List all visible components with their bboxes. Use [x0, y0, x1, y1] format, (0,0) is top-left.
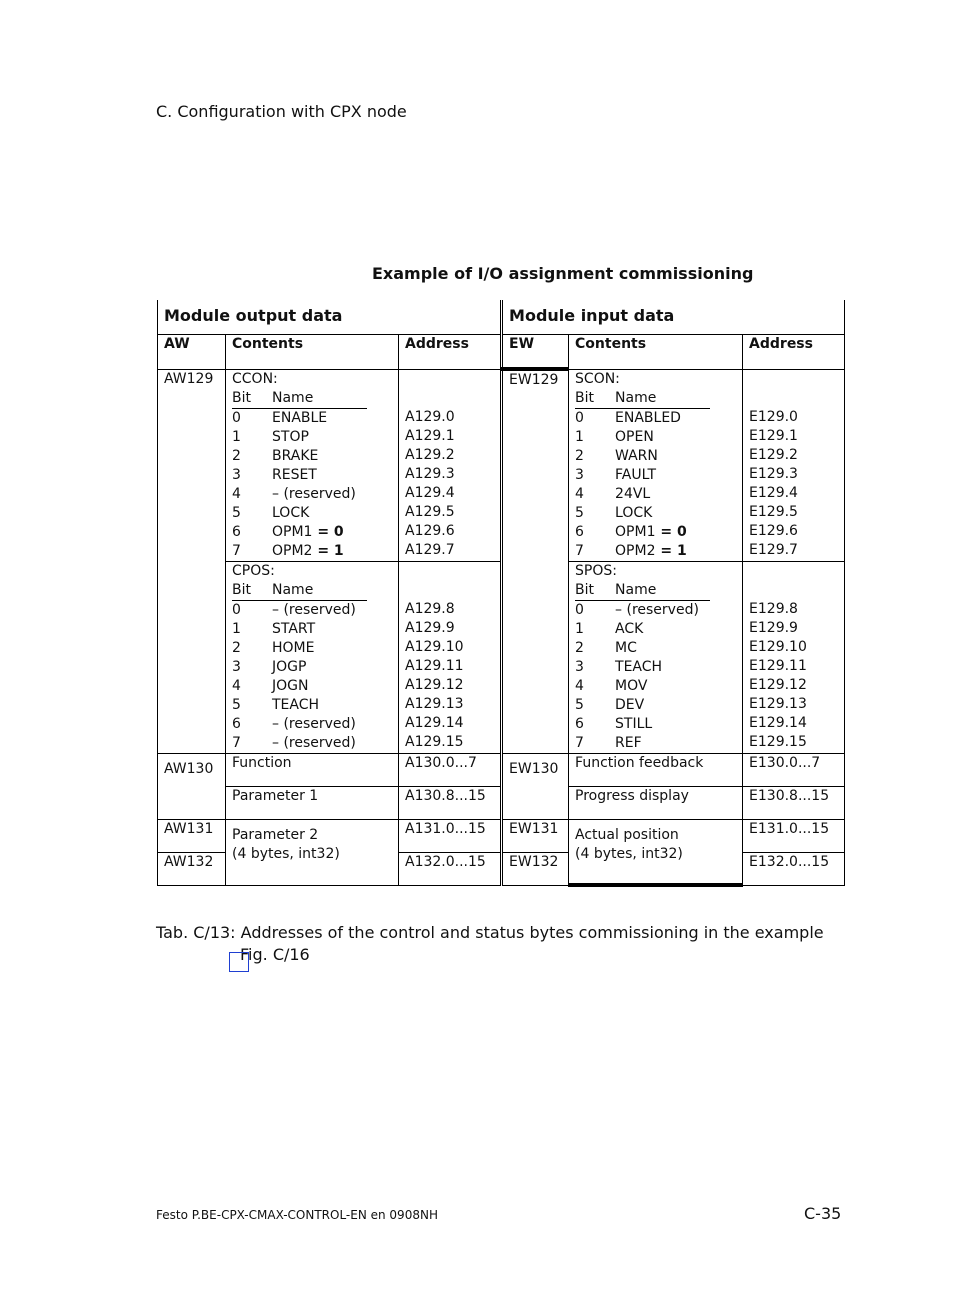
scon-cell — [569, 369, 743, 561]
ccon-cell — [226, 369, 399, 561]
bit-address: A129.12 — [405, 676, 464, 693]
cpos-addr-cell — [399, 561, 502, 753]
word-ew131: EW131 — [502, 819, 569, 852]
bit-address: E129.11 — [749, 657, 807, 674]
bit-name: WARN — [615, 447, 658, 464]
bit-name: OPM2 = 1 — [272, 542, 344, 559]
bit-number: 5 — [232, 504, 241, 521]
bit-address: E129.9 — [749, 619, 798, 636]
bit-address: A129.1 — [405, 427, 455, 444]
bit-number: 3 — [232, 658, 241, 675]
bit-row — [232, 658, 392, 677]
bit-row — [575, 428, 736, 447]
bit-address: A129.11 — [405, 657, 464, 674]
col-contents: Contents — [226, 335, 399, 370]
bit-name: ENABLED — [615, 409, 681, 426]
bit-name: MC — [615, 639, 637, 656]
bit-row — [232, 639, 392, 658]
bit-name: ACK — [615, 620, 644, 637]
bit-name: BRAKE — [272, 447, 319, 464]
bit-row — [575, 409, 736, 428]
col-aw: AW — [158, 335, 226, 370]
bit-name: ENABLE — [272, 409, 328, 426]
bit-address: A129.15 — [405, 733, 464, 750]
bit-address: E129.0 — [749, 408, 798, 425]
bit-name: – (reserved) — [272, 601, 356, 618]
bit-row — [232, 409, 392, 428]
bit-row — [232, 504, 392, 523]
word-aw132: AW132 — [158, 852, 226, 885]
bit-name: – (reserved) — [615, 601, 699, 618]
bit-address: E129.14 — [749, 714, 807, 731]
bit-name: START — [272, 620, 316, 637]
bit-number: 6 — [575, 523, 584, 540]
bit-number: 6 — [232, 523, 241, 540]
footer-page-number: C-35 — [804, 1204, 842, 1223]
bit-address: E129.4 — [749, 484, 798, 501]
word-ew130: EW130 — [502, 753, 569, 819]
bit-name: FAULT — [615, 466, 657, 483]
bit-row — [575, 523, 736, 542]
bit-name: MOV — [615, 677, 648, 694]
col-ew: EW — [502, 335, 569, 370]
bit-row — [232, 734, 392, 753]
bit-number: 5 — [232, 696, 241, 713]
bit-number: 4 — [232, 677, 241, 694]
bit-row — [575, 620, 736, 639]
bit-name: OPEN — [615, 428, 654, 445]
ccon-label: CCON: — [232, 370, 278, 387]
bit-name: – (reserved) — [272, 485, 356, 502]
bit-address: E129.2 — [749, 446, 798, 463]
table-caption — [156, 922, 836, 966]
bit-address: E129.6 — [749, 522, 798, 539]
e130-hi: E130.8...15 — [743, 786, 845, 819]
bit-name: TEACH — [615, 658, 663, 675]
bit-address: A129.0 — [405, 408, 455, 425]
parameter2-cell: Parameter 2 (4 bytes, int32) — [226, 819, 399, 885]
bit-row — [575, 542, 736, 561]
a130-lo: A130.0...7 — [399, 753, 502, 786]
bit-row — [575, 447, 736, 466]
footer-document-id: Festo P.BE-CPX-CMAX-CONTROL-EN en 0908NH — [156, 1208, 438, 1222]
cpos-bits — [232, 601, 392, 753]
bit-name: – (reserved) — [272, 715, 356, 732]
ccon-bits — [232, 409, 392, 561]
bit-name: LOCK — [272, 504, 310, 521]
col-contents-in: Contents — [569, 335, 743, 370]
bit-row — [575, 677, 736, 696]
bit-name: JOGP — [272, 658, 307, 675]
bit-row — [232, 542, 392, 561]
bit-number: 1 — [575, 428, 584, 445]
bit-number: 7 — [575, 542, 584, 559]
bit-address: A129.9 — [405, 619, 455, 636]
bit-address: A129.8 — [405, 600, 455, 617]
word-aw130: AW130 — [158, 753, 226, 819]
bit-number: 2 — [575, 447, 584, 464]
link-highlight-box — [229, 952, 249, 972]
bit-number: 4 — [232, 485, 241, 502]
bit-address: E129.15 — [749, 733, 807, 750]
caption-text: Tab. C/13: Addresses of the control and status bytes commissioning in the example — [156, 923, 824, 942]
bit-row — [232, 677, 392, 696]
bit-address: E129.13 — [749, 695, 807, 712]
bit-address: A129.14 — [405, 714, 464, 731]
bit-row — [232, 601, 392, 620]
spos-addr-cell — [743, 561, 845, 753]
bit-number: 7 — [232, 542, 241, 559]
bit-name: LOCK — [615, 504, 653, 521]
function-cell: Function — [226, 753, 399, 786]
bit-row — [575, 715, 736, 734]
bit-number: 4 — [575, 677, 584, 694]
bit-row — [232, 715, 392, 734]
spos-cell — [569, 561, 743, 753]
bit-number: 2 — [232, 447, 241, 464]
bit-number: 2 — [575, 639, 584, 656]
bit-address: A129.5 — [405, 503, 455, 520]
bit-number: 4 — [575, 485, 584, 502]
bit-row — [575, 485, 736, 504]
a130-hi: A130.8...15 — [399, 786, 502, 819]
bit-name: HOME — [272, 639, 315, 656]
bit-name: 24VL — [615, 485, 651, 502]
e132: E132.0...15 — [743, 852, 845, 885]
bit-address: E129.10 — [749, 638, 807, 655]
spos-label: SPOS: — [575, 562, 617, 579]
word-ew132: EW132 — [502, 852, 569, 885]
bit-header: Bit Name — [575, 389, 710, 409]
e130-lo: E130.0...7 — [743, 753, 845, 786]
io-assignment-table — [157, 300, 845, 887]
bit-row — [575, 466, 736, 485]
bit-number: 0 — [232, 601, 241, 618]
bit-row — [575, 734, 736, 753]
bit-row — [232, 523, 392, 542]
bit-address: E129.3 — [749, 465, 798, 482]
bit-row — [232, 428, 392, 447]
bit-number: 2 — [232, 639, 241, 656]
progress-cell: Progress display — [569, 786, 743, 819]
a131: A131.0...15 — [399, 819, 502, 852]
bit-row — [232, 447, 392, 466]
bit-name: OPM1 = 0 — [615, 523, 687, 540]
word-aw131: AW131 — [158, 819, 226, 852]
bit-header: Bit Name — [232, 581, 367, 601]
bit-address: A129.2 — [405, 446, 455, 463]
bit-name: TEACH — [272, 696, 320, 713]
word-aw129: AW129 — [158, 369, 226, 753]
bit-address: A129.10 — [405, 638, 464, 655]
bit-number: 7 — [575, 734, 584, 751]
word-ew129: EW129 — [502, 369, 569, 753]
cpos-label: CPOS: — [232, 562, 275, 579]
bit-name: – (reserved) — [272, 734, 356, 751]
output-section-title: Module output data — [158, 300, 502, 335]
bit-name: OPM2 = 1 — [615, 542, 687, 559]
ccon-addr-cell — [399, 369, 502, 561]
scon-addr-cell — [743, 369, 845, 561]
bit-number: 1 — [232, 620, 241, 637]
bit-row — [232, 620, 392, 639]
bit-name: JOGN — [272, 677, 309, 694]
bit-number: 0 — [575, 409, 584, 426]
scon-label: SCON: — [575, 370, 620, 387]
bit-header: Bit Name — [232, 389, 367, 409]
bit-address: E129.8 — [749, 600, 798, 617]
bit-address: A129.13 — [405, 695, 464, 712]
bit-number: 5 — [575, 696, 584, 713]
bit-number: 6 — [575, 715, 584, 732]
bit-address: E129.1 — [749, 427, 798, 444]
bit-number: 0 — [575, 601, 584, 618]
bit-number: 3 — [575, 466, 584, 483]
figure-reference-link[interactable]: Fig. C/16 — [240, 945, 310, 964]
bit-row — [575, 504, 736, 523]
input-section-title: Module input data — [502, 300, 845, 335]
e131: E131.0...15 — [743, 819, 845, 852]
spos-bits — [575, 601, 736, 753]
col-address-in: Address — [743, 335, 845, 370]
parameter1-cell: Parameter 1 — [226, 786, 399, 819]
bit-number: 7 — [232, 734, 241, 751]
table-title: Example of I/O assignment commissioning — [372, 264, 754, 283]
bit-row — [575, 601, 736, 620]
actual-position-cell: Actual position (4 bytes, int32) — [569, 819, 743, 885]
bit-row — [232, 485, 392, 504]
bit-name: STOP — [272, 428, 309, 445]
function-feedback-cell: Function feedback — [569, 753, 743, 786]
bit-address: E129.12 — [749, 676, 807, 693]
bit-name: STILL — [615, 715, 653, 732]
scon-bits — [575, 409, 736, 561]
bit-address: E129.7 — [749, 541, 798, 558]
bit-name: OPM1 = 0 — [272, 523, 344, 540]
bit-address: A129.6 — [405, 522, 455, 539]
col-address: Address — [399, 335, 502, 370]
bit-number: 1 — [575, 620, 584, 637]
bit-name: RESET — [272, 466, 317, 483]
bit-header: Bit Name — [575, 581, 710, 601]
bit-number: 0 — [232, 409, 241, 426]
bit-number: 1 — [232, 428, 241, 445]
page-header: C. Configuration with CPX node — [156, 102, 407, 121]
bit-address: A129.7 — [405, 541, 455, 558]
bit-address: E129.5 — [749, 503, 798, 520]
bit-number: 3 — [232, 466, 241, 483]
bit-row — [232, 696, 392, 715]
a132: A132.0...15 — [399, 852, 502, 885]
bit-name: REF — [615, 734, 642, 751]
bit-row — [575, 658, 736, 677]
bit-row — [575, 639, 736, 658]
cpos-cell — [226, 561, 399, 753]
bit-number: 3 — [575, 658, 584, 675]
bit-number: 6 — [232, 715, 241, 732]
bit-row — [575, 696, 736, 715]
bit-name: DEV — [615, 696, 645, 713]
bit-address: A129.3 — [405, 465, 455, 482]
bit-address: A129.4 — [405, 484, 455, 501]
bit-row — [232, 466, 392, 485]
bit-number: 5 — [575, 504, 584, 521]
